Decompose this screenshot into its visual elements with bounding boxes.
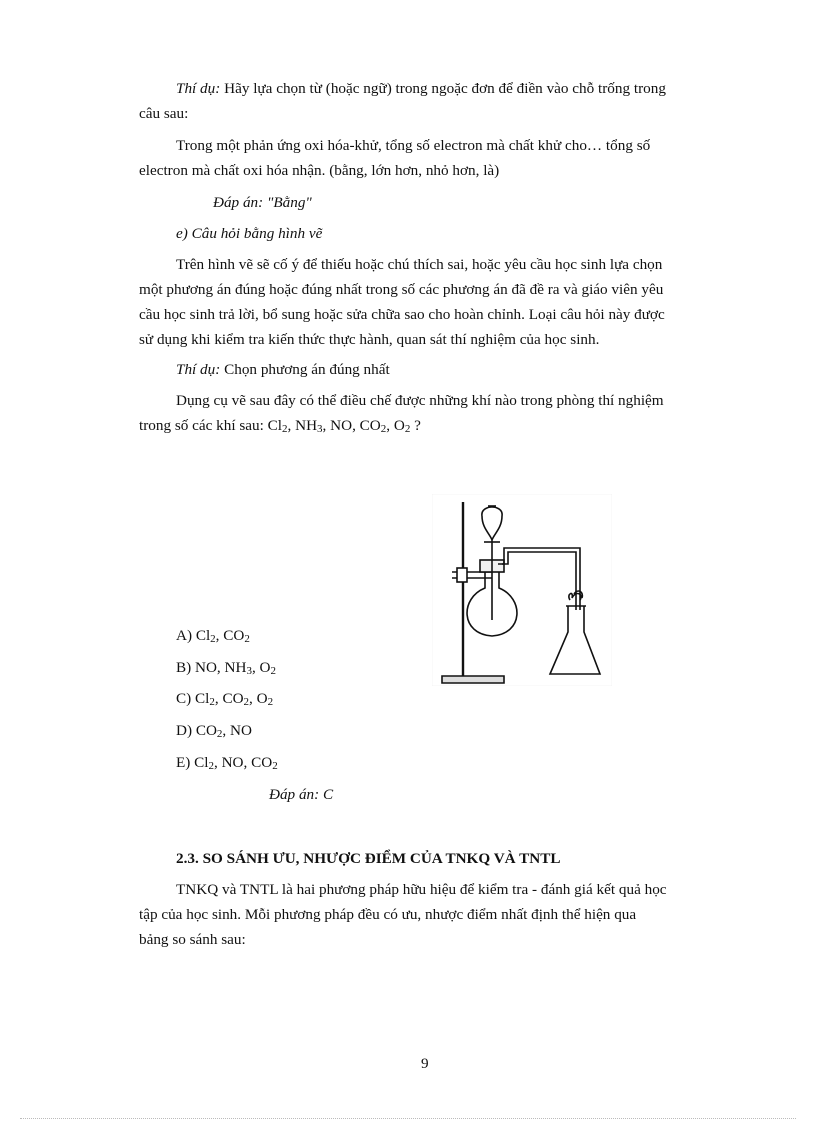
question-line1: Dụng cụ vẽ sau đây có thể điều chế được những khí nào trong phòng thí nghiệm xyxy=(176,392,664,409)
gas-generation-apparatus-drawing xyxy=(432,494,612,686)
example1-body-line2: electron mà chất oxi hóa nhận. (bằng, lớn hơn, nhỏ hơn, là) xyxy=(139,162,500,179)
lab-apparatus-figure xyxy=(432,494,612,686)
section-e-body-line4: sử dụng khi kiểm tra kiến thức thực hành, quan sát thí nghiệm của học sinh. xyxy=(139,331,600,348)
section-e-heading: e) Câu hỏi bằng hình vẽ xyxy=(176,225,323,242)
example1-line1: Thí dụ: Hãy lựa chọn từ (hoặc ngữ) trong ngoặc đơn để điền vào chỗ trống trong xyxy=(176,80,666,97)
section-2-3-body-line1: TNKQ và TNTL là hai phương pháp hữu hiệu để kiểm tra - đánh giá kết quả học xyxy=(176,881,667,898)
example1-line2: câu sau: xyxy=(139,105,189,122)
section-e-body-line3: cầu học sinh trả lời, bổ sung hoặc sửa chữa sao cho hoàn chỉnh. Loại câu hỏi này được xyxy=(139,306,665,323)
question-line2: trong số các khí sau: $Cl_2$, $NH_3$, NO, $CO_2$, $O_2$ ? xyxy=(139,417,421,435)
example1-label: Thí dụ: xyxy=(176,80,221,97)
option-d: D) $CO_2$, NO xyxy=(176,722,252,740)
page-bottom-divider xyxy=(20,1118,796,1119)
section-e-body-line1: Trên hình vẽ sẽ cố ý để thiếu hoặc chú thích sai, hoặc yêu cầu học sinh lựa chọn xyxy=(176,256,663,273)
option-a: A) $Cl_2$, $CO_2$ xyxy=(176,627,250,645)
section-2-3-body-line3: bảng so sánh sau: xyxy=(139,931,246,948)
option-e: E) $Cl_2$, NO, $CO_2$ xyxy=(176,754,278,772)
example2-line: Thí dụ: Chọn phương án đúng nhất xyxy=(176,361,390,378)
section-2-3-body-line2: tập của học sinh. Mỗi phương pháp đều có ưu, nhược điểm nhất định thể hiện qua xyxy=(139,906,637,923)
example1-body-line1: Trong một phản ứng oxi hóa-khử, tổng số electron mà chất khử cho… tổng số xyxy=(176,137,651,154)
option-c: C) $Cl_2$, $CO_2$, $O_2$ xyxy=(176,690,274,708)
page-number: 9 xyxy=(421,1055,429,1072)
answer-2: Đáp án: C xyxy=(269,786,334,803)
example2-label: Thí dụ: xyxy=(176,361,221,378)
option-b: B) NO, $NH_3$, $O_2$ xyxy=(176,659,277,677)
section-2-3-title: 2.3. SO SÁNH ƯU, NHƯỢC ĐIỂM CỦA TNKQ VÀ TNTL xyxy=(176,850,561,867)
answer-1: Đáp án: "Bằng" xyxy=(213,194,312,211)
section-e-body-line2: một phương án đúng hoặc đúng nhất trong số các phương án đã đề ra và giáo viên yêu xyxy=(139,281,664,298)
